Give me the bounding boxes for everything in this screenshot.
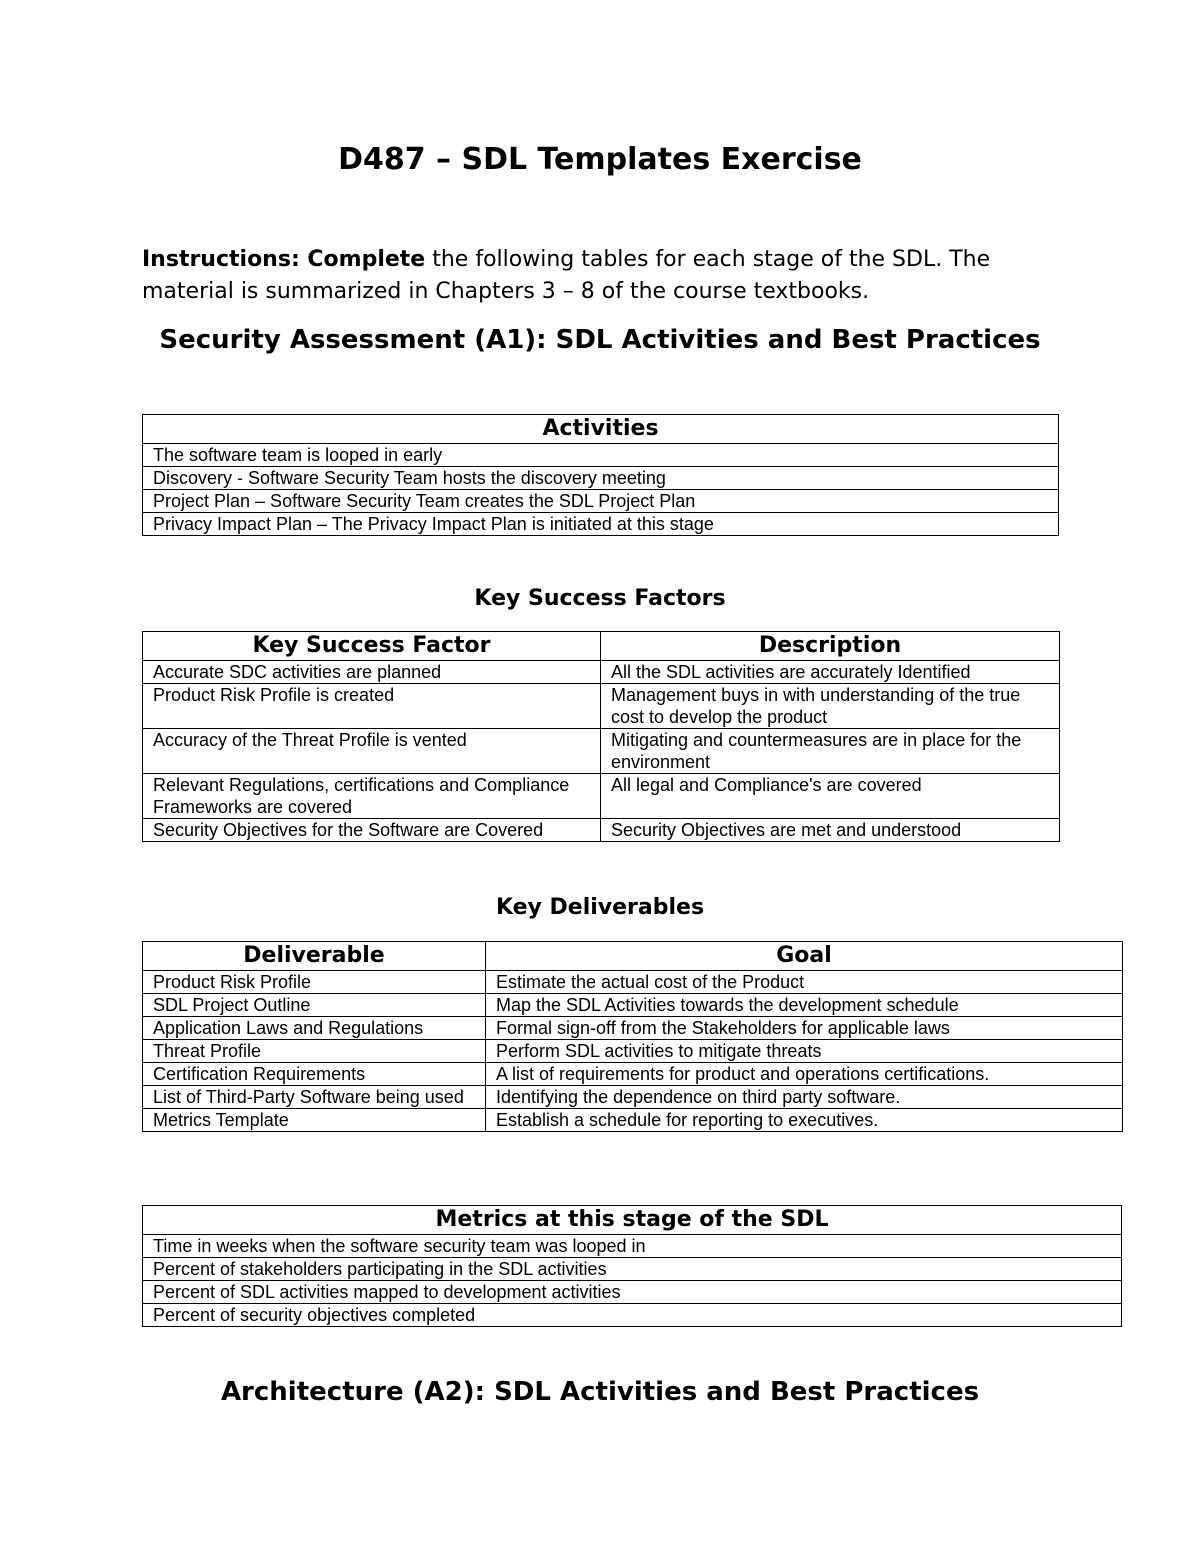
- table-row: [143, 490, 1059, 513]
- table-row: [143, 444, 1059, 467]
- table-row: [143, 661, 1060, 684]
- instructions-text: the following tables for each stage of the SDL. The material is summarized in Chapters 3 – 8 of the course textbooks.: [142, 247, 991, 304]
- metrics-header: Metrics at this stage of the SDL: [143, 1206, 1122, 1235]
- ksf-cell: Relevant Regulations, certifications and Compliance Frameworks are covered: [143, 774, 601, 819]
- ksf-cell: Product Risk Profile is created: [143, 684, 601, 729]
- table-header-row: [143, 1206, 1122, 1235]
- metrics-table: [142, 1205, 1122, 1327]
- table-row: [143, 729, 1060, 774]
- table-header-row: [143, 415, 1059, 444]
- goal-cell: Map the SDL Activities towards the development schedule: [486, 994, 1123, 1017]
- instructions-lead: Instructions: Complete: [142, 247, 426, 272]
- table-header-row: [143, 942, 1123, 971]
- activities-table: [142, 414, 1059, 536]
- table-row: [143, 1063, 1123, 1086]
- table-row: [143, 1235, 1122, 1258]
- document-title: D487 – SDL Templates Exercise: [338, 142, 862, 177]
- goal-cell: Identifying the dependence on third party software.: [486, 1086, 1123, 1109]
- goal-cell: Perform SDL activities to mitigate threats: [486, 1040, 1123, 1063]
- table-header-row: [143, 632, 1060, 661]
- deliverable-cell: List of Third-Party Software being used: [143, 1086, 486, 1109]
- deliverable-cell: Certification Requirements: [143, 1063, 486, 1086]
- table-row: [143, 684, 1060, 729]
- goal-cell: A list of requirements for product and operations certifications.: [486, 1063, 1123, 1086]
- table-row: [143, 467, 1059, 490]
- description-cell: Management buys in with understanding of the true cost to develop the product: [601, 684, 1060, 729]
- ksf-col-header: Key Success Factor: [143, 632, 601, 661]
- deliverable-cell: Application Laws and Regulations: [143, 1017, 486, 1040]
- metric-cell: Percent of stakeholders participating in the SDL activities: [143, 1258, 1122, 1281]
- description-cell: All the SDL activities are accurately Identified: [601, 661, 1060, 684]
- table-row: [143, 1109, 1123, 1132]
- goal-cell: Formal sign-off from the Stakeholders for applicable laws: [486, 1017, 1123, 1040]
- key-deliverables-heading: Key Deliverables: [495, 895, 705, 920]
- deliverable-cell: Threat Profile: [143, 1040, 486, 1063]
- activity-cell: Privacy Impact Plan – The Privacy Impact Plan is initiated at this stage: [143, 513, 1059, 536]
- ksf-cell: Security Objectives for the Software are Covered: [143, 819, 601, 842]
- table-row: [143, 819, 1060, 842]
- activity-cell: The software team is looped in early: [143, 444, 1059, 467]
- table-row: [143, 1304, 1122, 1327]
- activity-cell: Discovery - Software Security Team hosts the discovery meeting: [143, 467, 1059, 490]
- table-row: [143, 994, 1123, 1017]
- instructions-paragraph: [142, 244, 1072, 308]
- metric-cell: Percent of security objectives completed: [143, 1304, 1122, 1327]
- description-cell: Mitigating and countermeasures are in place for the environment: [601, 729, 1060, 774]
- ksf-cell: Accuracy of the Threat Profile is vented: [143, 729, 601, 774]
- activity-cell: Project Plan – Software Security Team creates the SDL Project Plan: [143, 490, 1059, 513]
- metric-cell: Percent of SDL activities mapped to development activities: [143, 1281, 1122, 1304]
- deliverable-col-header: Deliverable: [143, 942, 486, 971]
- table-row: [143, 513, 1059, 536]
- table-row: [143, 1086, 1123, 1109]
- table-row: [143, 1281, 1122, 1304]
- table-row: [143, 774, 1060, 819]
- table-row: [143, 971, 1123, 994]
- goal-cell: Estimate the actual cost of the Product: [486, 971, 1123, 994]
- description-cell: All legal and Compliance's are covered: [601, 774, 1060, 819]
- deliverable-cell: Metrics Template: [143, 1109, 486, 1132]
- key-success-factors-table: [142, 631, 1060, 842]
- description-col-header: Description: [601, 632, 1060, 661]
- deliverable-cell: Product Risk Profile: [143, 971, 486, 994]
- goal-cell: Establish a schedule for reporting to executives.: [486, 1109, 1123, 1132]
- deliverable-cell: SDL Project Outline: [143, 994, 486, 1017]
- description-cell: Security Objectives are met and understood: [601, 819, 1060, 842]
- metric-cell: Time in weeks when the software security team was looped in: [143, 1235, 1122, 1258]
- goal-col-header: Goal: [486, 942, 1123, 971]
- key-deliverables-table: [142, 941, 1123, 1132]
- table-row: [143, 1017, 1123, 1040]
- section-a2-heading: Architecture (A2): SDL Activities and Best Practices: [220, 1377, 980, 1407]
- table-row: [143, 1258, 1122, 1281]
- section-a1-heading: Security Assessment (A1): SDL Activities and Best Practices: [159, 325, 1041, 355]
- activities-header: Activities: [143, 415, 1059, 444]
- table-row: [143, 1040, 1123, 1063]
- ksf-cell: Accurate SDC activities are planned: [143, 661, 601, 684]
- key-success-factors-heading: Key Success Factors: [474, 586, 726, 611]
